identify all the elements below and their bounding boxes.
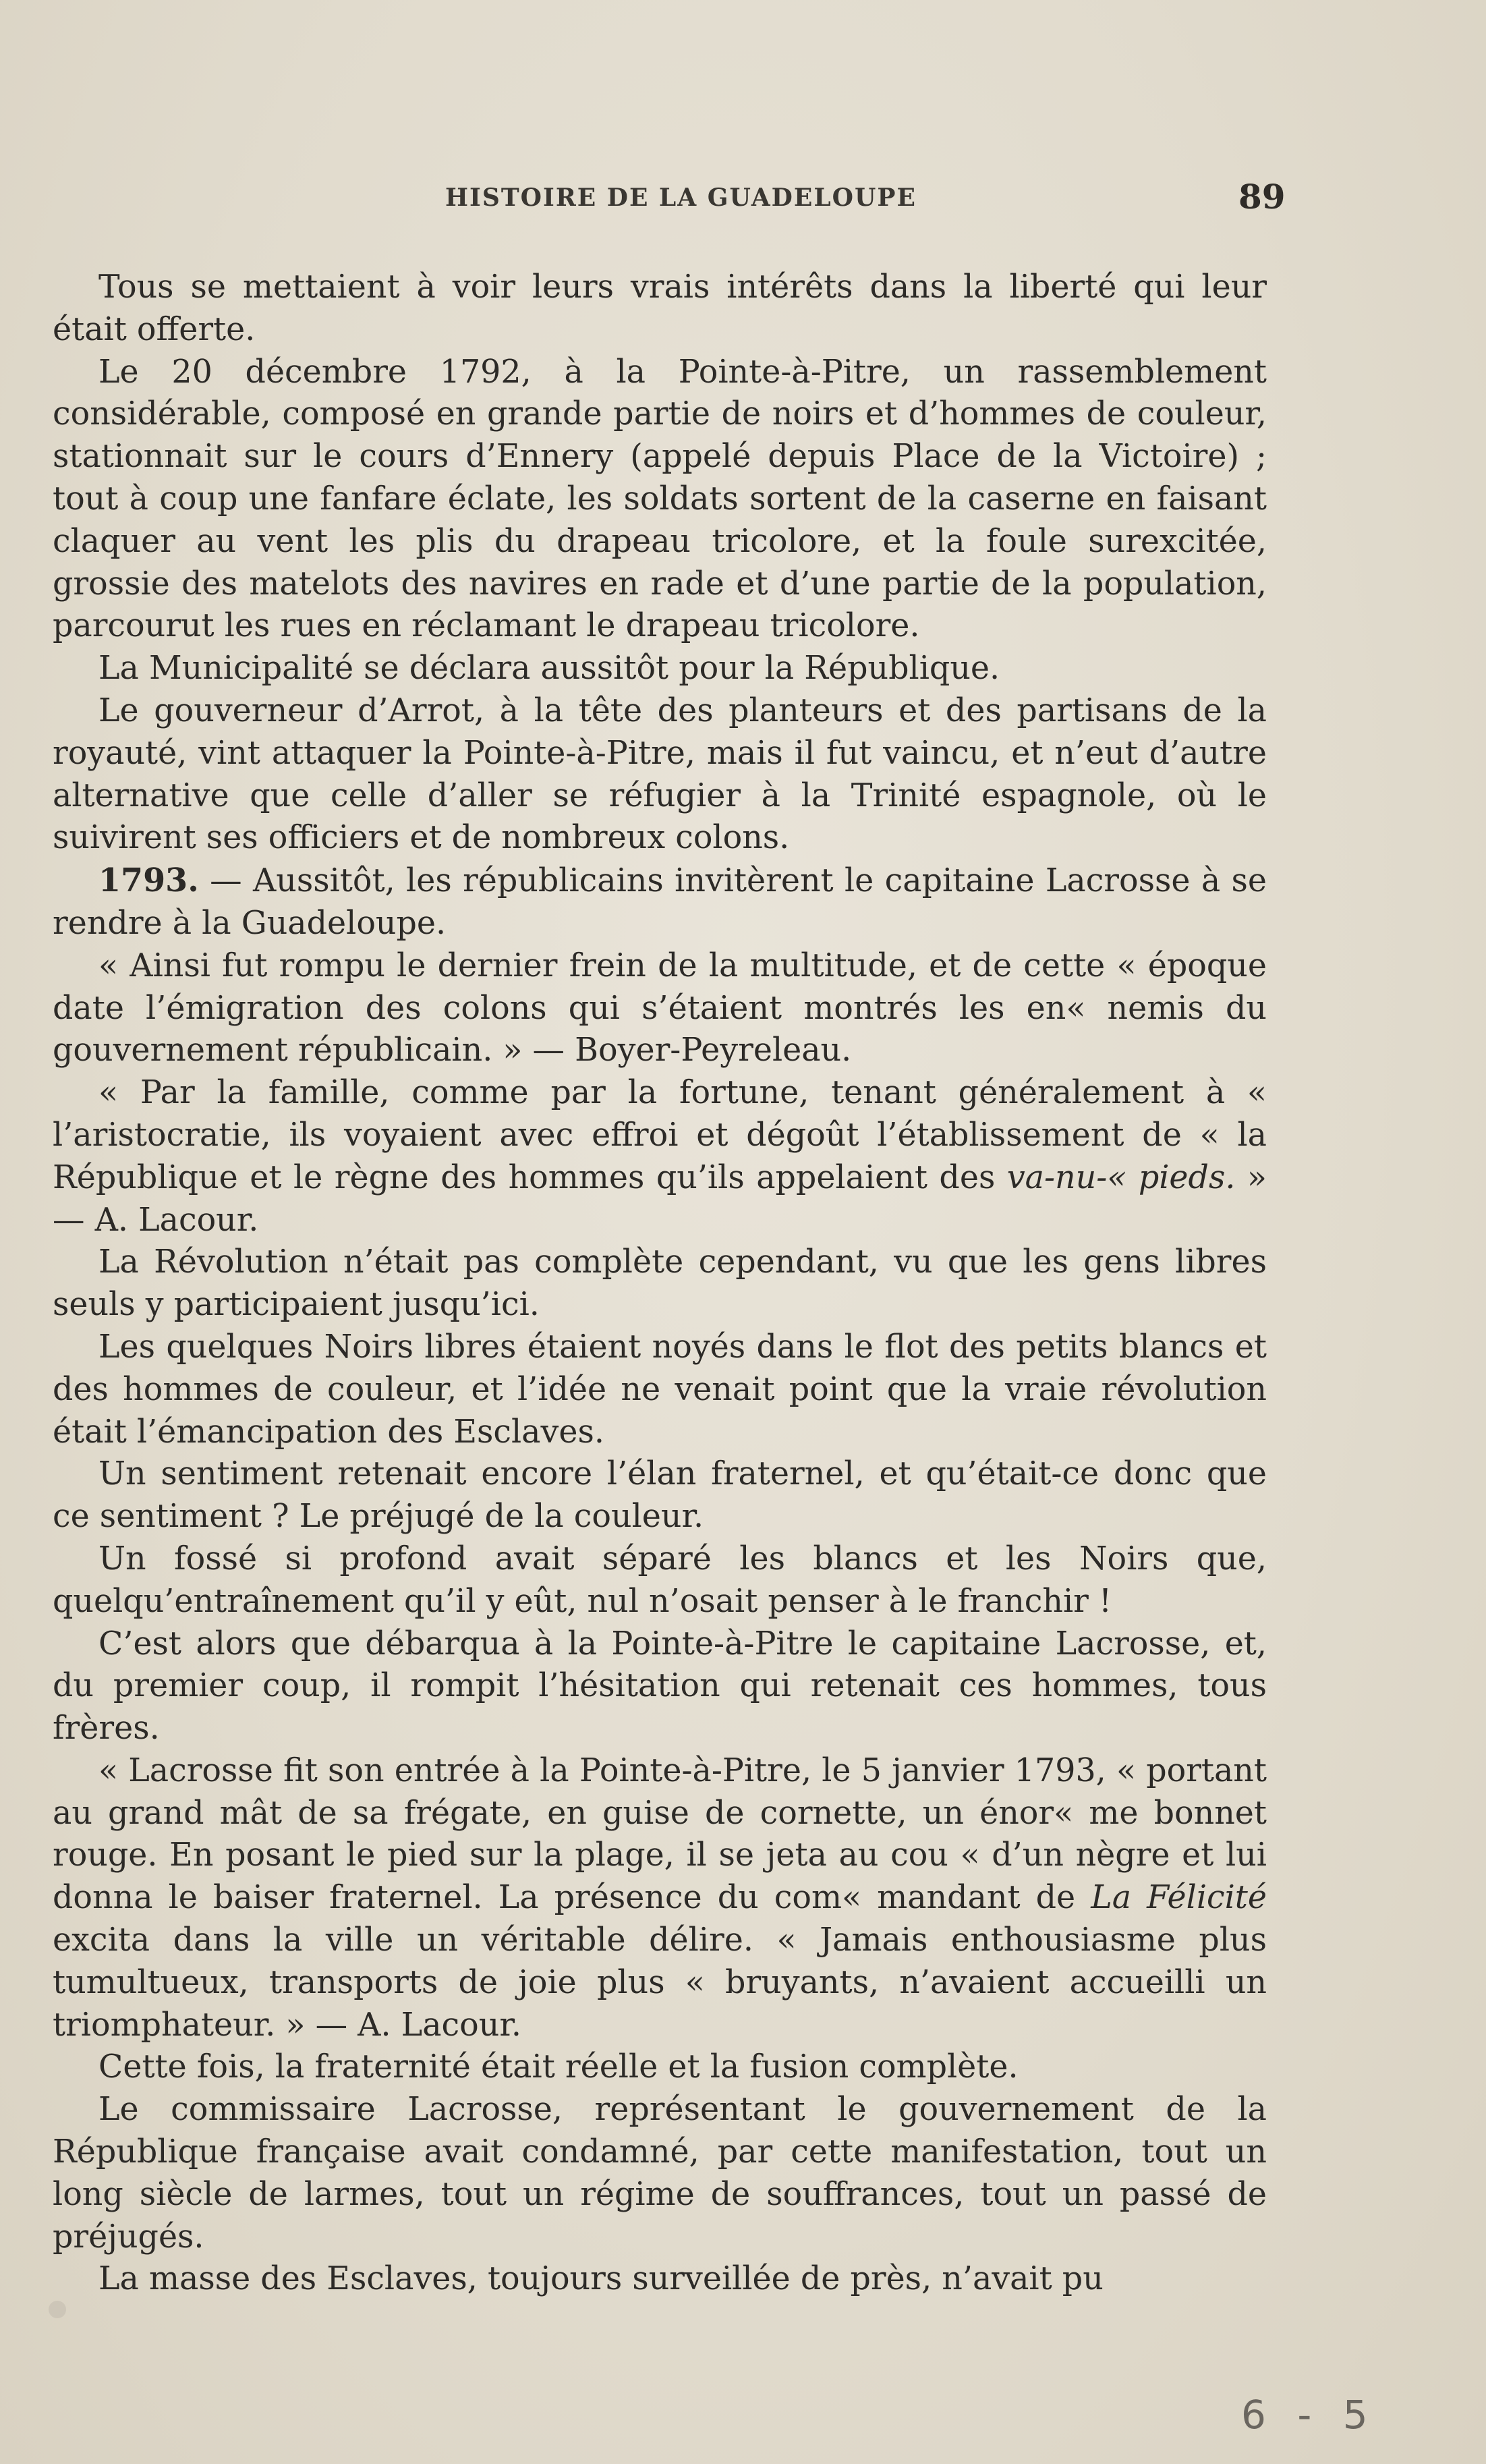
quotation: « Ainsi fut rompu le dernier frein de la multitude, et de cette « époque date l’émigration des colons qui s’étaient montrés les en« nemis du gouvernement républicain. » — Boyer-Peyreleau. [53, 947, 1267, 1069]
running-head: HISTOIRE DE LA GUADELOUPE [445, 184, 917, 212]
paragraph: La masse des Esclaves, toujours surveillée de près, n’avait pu [98, 2260, 1104, 2298]
body-text [53, 267, 1267, 2301]
paragraph: Le gouverneur d’Arrot, à la tête des planteurs et des partisans de la royauté, vint attaquer la Pointe-à-Pitre, mais il fut vaincu, et n’eut d’autre alternative que celle d’aller se réfugier à la Trinité espagnole, où le suivirent ses officiers et de nombreux colons. [53, 692, 1267, 857]
paragraph: Cette fois, la fraternité était réelle et la fusion complète. [98, 2048, 1019, 2086]
italic-term: va-nu-« pieds. [1006, 1158, 1236, 1196]
quotation: « Lacrosse fit son entrée à la Pointe-à-Pitre, le 5 janvier 1793, « portant au grand mât de sa frégate, en guise de cornette, un énor« me bonnet rouge. En posant le pied sur la plage, il se jeta au cou « d’un nègre et lui donna le baiser fraternel. La présence du com« mandant de La Félicité excita dans la ville un véritable délire. « Jamais enthousiasme plus tumultueux, transports de joie plus « bruyants, n’avaient accueilli un triomphateur. » — A. Lacour. [53, 1752, 1267, 2044]
paragraph: La Municipalité se déclara aussitôt pour la République. [98, 650, 1000, 688]
paragraph: Tous se mettaient à voir leurs vrais intérêts dans la liberté qui leur était offerte. [53, 269, 1267, 348]
handwritten-note: 6 - 5 [1241, 2392, 1377, 2438]
paragraph: Un fossé si profond avait séparé les blancs et les Noirs que, quelqu’entraînement qu’il y eût, nul n’osait penser à le franchir ! [53, 1540, 1267, 1620]
paragraph: Le 20 décembre 1792, à la Pointe-à-Pitre, un rassemblement considérable, composé en grande partie de noirs et d’hommes de couleur, stationnait sur le cours d’Ennery (appelé depuis Place de la Victoire) ; tout à coup une fanfare éclate, les soldats sortent de la caserne en faisant claquer au vent les plis du drapeau tricolore, et la foule surexcitée, grossie des matelots des navires en rade et d’une partie de la population, parcourut les rues en réclamant le drapeau tricolore. [53, 353, 1267, 645]
quotation: « Par la famille, comme par la fortune, tenant généralement à « l’aristocratie, ils voyaient avec effroi et dégoût l’établissement de « la République et le règne des hommes qu’ils appelaient des va-nu-« pieds. » — A. Lacour. [53, 1074, 1267, 1239]
ship-name: La Félicité [1091, 1879, 1267, 1917]
paragraph: Le commissaire Lacrosse, représentant le gouvernement de la République française avait condamné, par cette manifestation, tout un long siècle de larmes, tout un régime de souffrances, tout un passé de préjugés. [53, 2091, 1267, 2256]
paragraph: La Révolution n’était pas complète cependant, vu que les gens libres seuls y participaient jusqu’ici. [53, 1243, 1267, 1324]
paragraph: C’est alors que débarqua à la Pointe-à-Pitre le capitaine Lacrosse, et, du premier coup, il rompit l’hésitation qui retenait ces hommes, tous frères. [53, 1625, 1267, 1747]
ink-blot [49, 2301, 66, 2318]
paragraph: Les quelques Noirs libres étaient noyés dans le flot des petits blancs et des hommes de couleur, et l’idée ne venait point que la vraie révolution était l’émancipation des Esclaves. [53, 1328, 1267, 1451]
year-label: 1793. [98, 862, 199, 900]
paragraph: Un sentiment retenait encore l’élan fraternel, et qu’était-ce donc que ce sentiment ? Le préjugé de la couleur. [53, 1455, 1267, 1536]
paragraph: 1793. — Aussitôt, les républicains invitèrent le capitaine Lacrosse à se rendre à la Guadeloupe. [53, 862, 1267, 942]
page-number: 89 [1238, 177, 1286, 217]
